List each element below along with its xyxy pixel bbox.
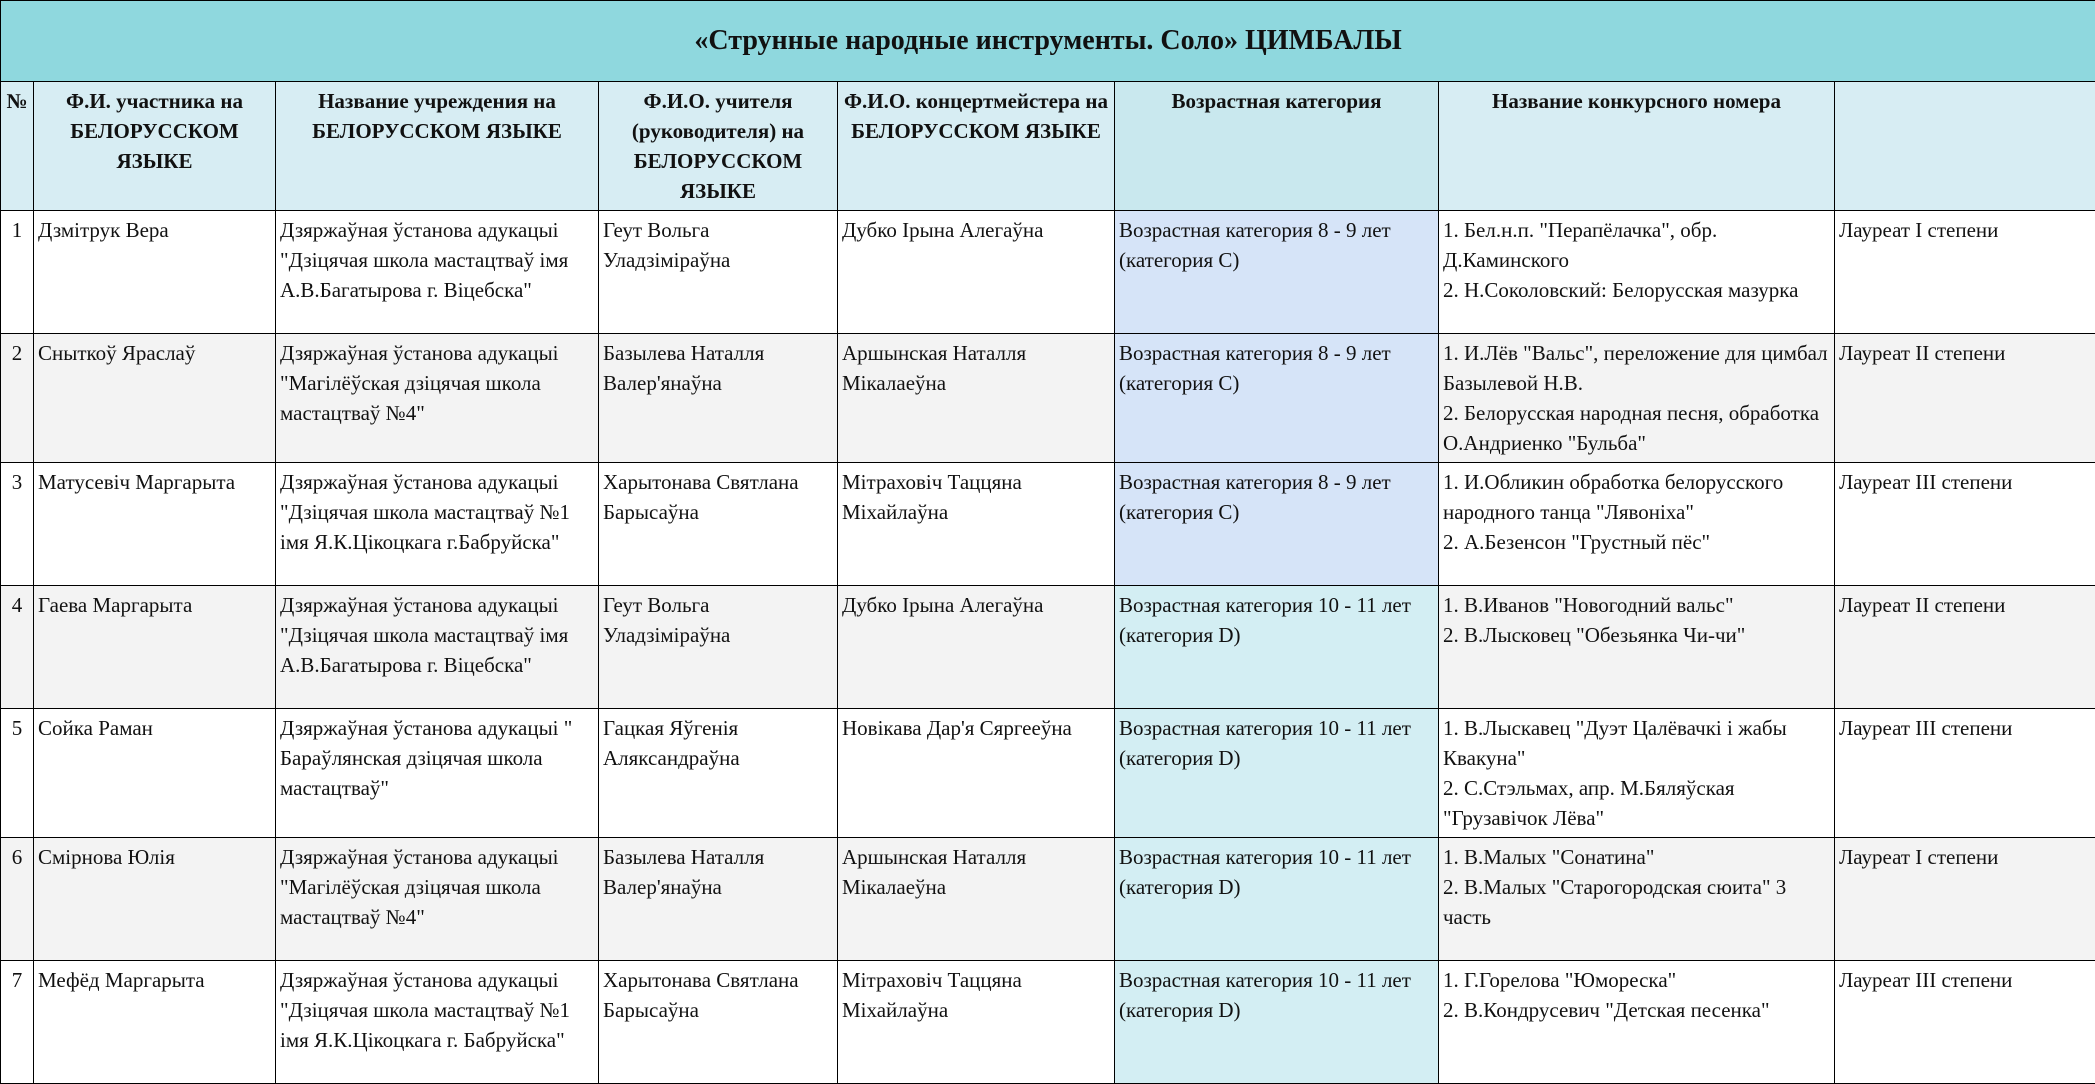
cell-result: Лауреат II степени [1835, 586, 2095, 709]
table-row [1, 838, 2095, 961]
cell-accompanist: Дубко Ірына Алегаўна [838, 586, 1115, 709]
cell-num: 5 [1, 709, 34, 838]
cell-institution: Дзяржаўная ўстанова адукацыі "Дзіцячая школа мастацтваў імя А.В.Багатырова г. Віцебска" [276, 586, 599, 709]
cell-teacher: Базылева Наталля Валер'янаўна [599, 838, 838, 961]
cell-institution: Дзяржаўная ўстанова адукацыі " Бараўлянская дзіцячая школа мастацтваў" [276, 709, 599, 838]
cell-program [1439, 211, 1835, 334]
cell-category: Возрастная категория 10 - 11 лет (категория D) [1115, 961, 1439, 1084]
cell-participant: Дзмітрук Вера [34, 211, 276, 334]
program-item: 1. В.Малых "Сонатина" [1443, 842, 1830, 872]
table-row [1, 211, 2095, 334]
cell-program [1439, 334, 1835, 463]
program-item: 1. И.Обликин обработка белорусского народного танца "Лявоніха" [1443, 467, 1830, 527]
cell-participant: Мефёд Маргарыта [34, 961, 276, 1084]
program-item: 2. С.Стэльмах, апр. М.Бяляўская "Грузавічок Лёва" [1443, 773, 1830, 833]
cell-teacher: Гацкая Яўгенія Аляксандраўна [599, 709, 838, 838]
cell-participant: Смірнова Юлія [34, 838, 276, 961]
program-item: 1. Г.Горелова "Юмореска" [1443, 965, 1830, 995]
table-row [1, 463, 2095, 586]
table-row [1, 961, 2095, 1084]
table-title: «Струнные народные инструменты. Соло» ЦИМБАЛЫ [1, 1, 2095, 82]
cell-accompanist: Мітраховіч Таццяна Міхайлаўна [838, 961, 1115, 1084]
header-category: Возрастная категория [1115, 82, 1439, 211]
cell-category: Возрастная категория 10 - 11 лет (категория D) [1115, 586, 1439, 709]
header-teacher: Ф.И.О. учителя (руководителя) на БЕЛОРУССКОМ ЯЗЫКЕ [599, 82, 838, 211]
cell-teacher: Базылева Наталля Валер'янаўна [599, 334, 838, 463]
cell-accompanist: Аршынская Наталля Мікалаеўна [838, 838, 1115, 961]
cell-accompanist: Дубко Ірына Алегаўна [838, 211, 1115, 334]
cell-program [1439, 709, 1835, 838]
table-row [1, 334, 2095, 463]
header-program: Название конкурсного номера [1439, 82, 1835, 211]
program-item: 1. В.Лыскавец "Дуэт Цалёвачкі і жабы Квакуна" [1443, 713, 1830, 773]
cell-participant: Сныткоў Яраслаў [34, 334, 276, 463]
header-institution: Название учреждения на БЕЛОРУССКОМ ЯЗЫКЕ [276, 82, 599, 211]
header-participant: Ф.И. участника на БЕЛОРУССКОМ ЯЗЫКЕ [34, 82, 276, 211]
cell-program [1439, 838, 1835, 961]
cell-num: 4 [1, 586, 34, 709]
cell-institution: Дзяржаўная ўстанова адукацыі "Магілёўская дзіцячая школа мастацтваў №4" [276, 334, 599, 463]
program-item: 2. В.Кондрусевич "Детская песенка" [1443, 995, 1830, 1025]
cell-category: Возрастная категория 8 - 9 лет (категория С) [1115, 463, 1439, 586]
cell-program [1439, 961, 1835, 1084]
cell-num: 2 [1, 334, 34, 463]
header-num: № [1, 82, 34, 211]
program-item: 1. И.Лёв "Вальс", переложение для цимбал Базылевой Н.В. [1443, 338, 1830, 398]
table-row [1, 709, 2095, 838]
cell-accompanist: Аршынская Наталля Мікалаеўна [838, 334, 1115, 463]
cell-result: Лауреат III степени [1835, 463, 2095, 586]
cell-category: Возрастная категория 8 - 9 лет (категория С) [1115, 334, 1439, 463]
program-item: 1. Бел.н.п. "Перапёлачка", обр. Д.Каминского [1443, 215, 1830, 275]
header-row [1, 82, 2095, 211]
program-item: 2. В.Лысковец "Обезьянка Чи-чи" [1443, 620, 1830, 650]
cell-accompanist: Новікава Дар'я Сяргееўна [838, 709, 1115, 838]
cell-num: 1 [1, 211, 34, 334]
cell-num: 3 [1, 463, 34, 586]
cell-result: Лауреат III степени [1835, 709, 2095, 838]
cell-teacher: Геут Вольга Уладзіміраўна [599, 211, 838, 334]
cell-institution: Дзяржаўная ўстанова адукацыі "Дзіцячая школа мастацтваў імя А.В.Багатырова г. Віцебска" [276, 211, 599, 334]
cell-result: Лауреат I степени [1835, 838, 2095, 961]
cell-category: Возрастная категория 10 - 11 лет (категория D) [1115, 709, 1439, 838]
cell-result: Лауреат I степени [1835, 211, 2095, 334]
cell-institution: Дзяржаўная ўстанова адукацыі "Дзіцячая школа мастацтваў №1 імя Я.К.Цікоцкага г.Бабруйска" [276, 463, 599, 586]
program-item: 1. В.Иванов "Новогодний вальс" [1443, 590, 1830, 620]
cell-participant: Сойка Раман [34, 709, 276, 838]
cell-program [1439, 586, 1835, 709]
cell-accompanist: Мітраховіч Таццяна Міхайлаўна [838, 463, 1115, 586]
header-accompanist: Ф.И.О. концертмейстера на БЕЛОРУССКОМ ЯЗЫКЕ [838, 82, 1115, 211]
cell-teacher: Харытонава Святлана Барысаўна [599, 463, 838, 586]
cell-institution: Дзяржаўная ўстанова адукацыі "Дзіцячая школа мастацтваў №1 імя Я.К.Цікоцкага г. Бабруйска" [276, 961, 599, 1084]
cell-teacher: Харытонава Святлана Барысаўна [599, 961, 838, 1084]
cell-teacher: Геут Вольга Уладзіміраўна [599, 586, 838, 709]
program-item: 2. Белорусская народная песня, обработка О.Андриенко "Бульба" [1443, 398, 1830, 458]
cell-institution: Дзяржаўная ўстанова адукацыі "Магілёўская дзіцячая школа мастацтваў №4" [276, 838, 599, 961]
program-item: 2. В.Малых "Старогородская сюита" 3 часть [1443, 872, 1830, 932]
cell-program [1439, 463, 1835, 586]
program-item: 2. Н.Соколовский: Белорусская мазурка [1443, 275, 1830, 305]
header-result [1835, 82, 2095, 211]
cell-category: Возрастная категория 10 - 11 лет (категория D) [1115, 838, 1439, 961]
cell-result: Лауреат II степени [1835, 334, 2095, 463]
table-row [1, 586, 2095, 709]
cell-num: 6 [1, 838, 34, 961]
cell-participant: Матусевіч Маргарыта [34, 463, 276, 586]
cell-result: Лауреат III степени [1835, 961, 2095, 1084]
cell-category: Возрастная категория 8 - 9 лет (категория С) [1115, 211, 1439, 334]
cell-num: 7 [1, 961, 34, 1084]
program-item: 2. А.Безенсон "Грустный пёс" [1443, 527, 1830, 557]
cell-participant: Гаева Маргарыта [34, 586, 276, 709]
